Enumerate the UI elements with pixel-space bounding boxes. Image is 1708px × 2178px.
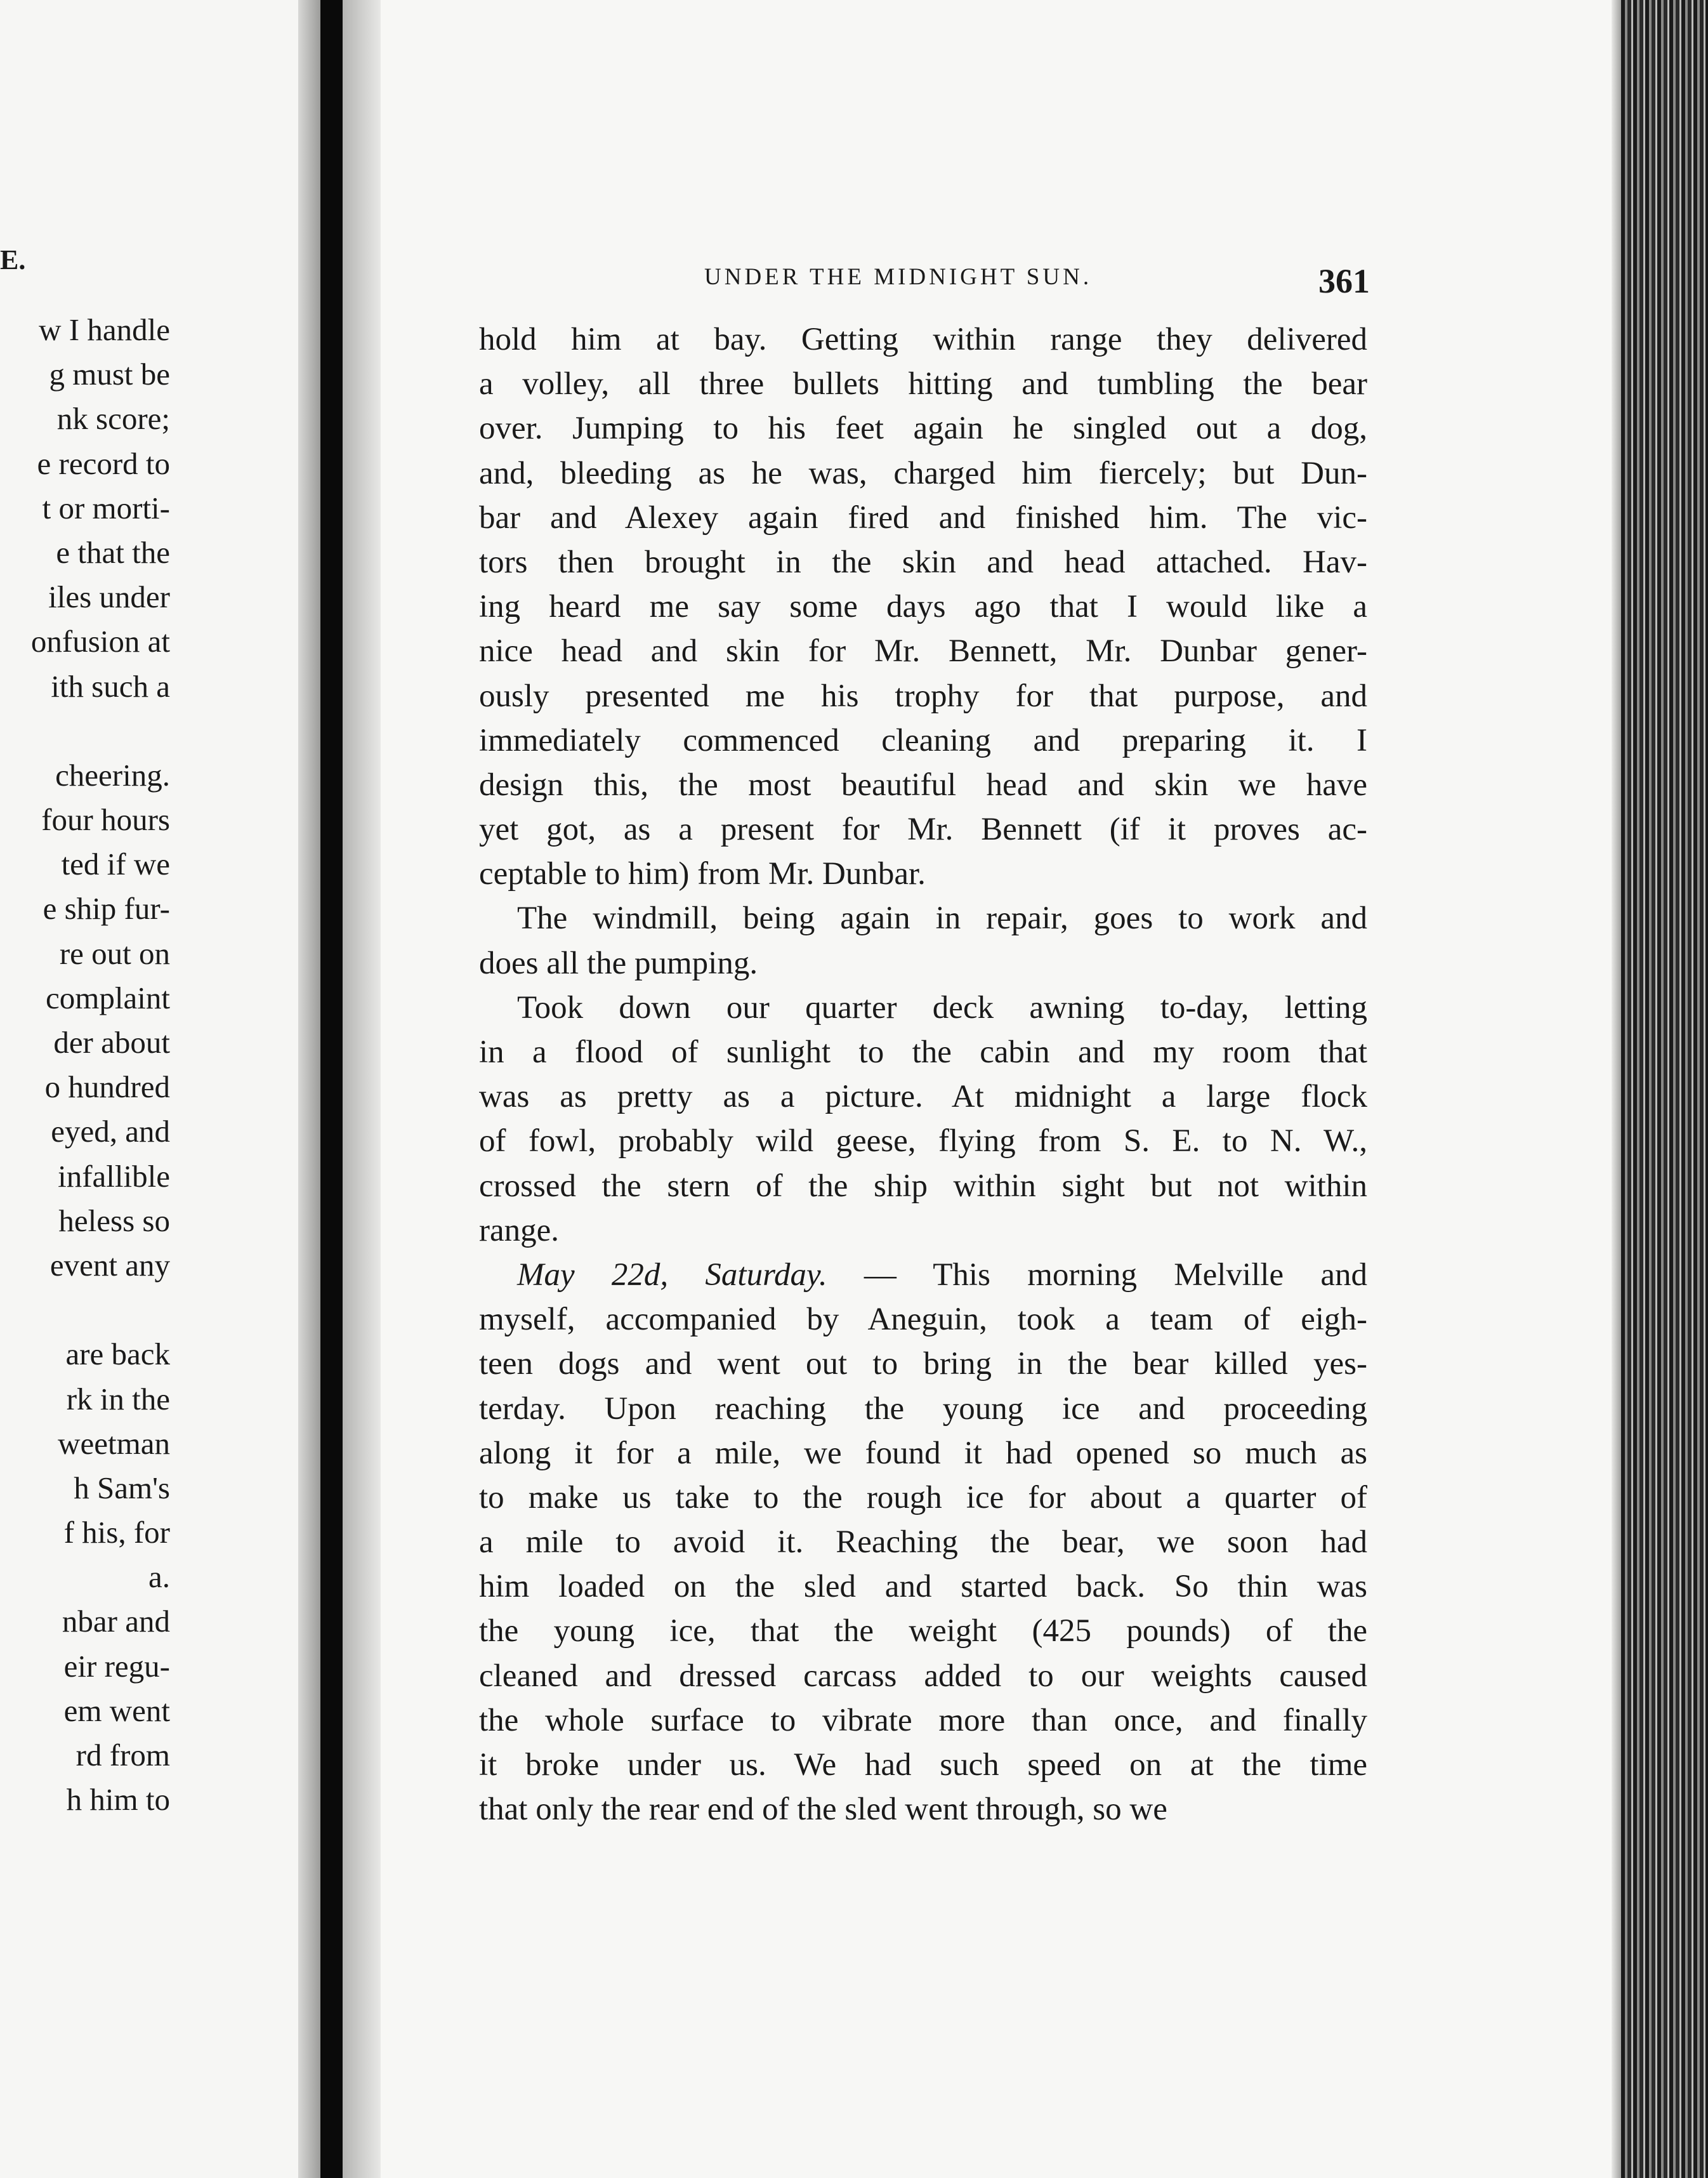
left-text-line: eir regu- <box>63 1648 170 1684</box>
text-line: along it for a mile, we found it had opened so much as <box>479 1435 1367 1471</box>
left-text-line: infallible <box>58 1158 170 1194</box>
paragraph-4 <box>479 1253 1367 1832</box>
text-line: cleaned and dressed carcass added to our weights caused <box>479 1658 1367 1694</box>
text-line: the young ice, that the weight (425 pounds) of the <box>479 1613 1367 1649</box>
left-text-line: e that the <box>56 534 170 570</box>
left-text-line <box>0 1288 170 1332</box>
left-page <box>0 0 317 2178</box>
text-line: design this, the most beautiful head and skin we have <box>479 767 1367 803</box>
left-text-line: heless so <box>58 1203 170 1238</box>
entry-date: May 22d, Saturday. <box>517 1257 827 1293</box>
text-line <box>479 1253 1367 1297</box>
left-text-line: onfusion at <box>30 624 170 659</box>
text-line: him loaded on the sled and started back. So thin was <box>479 1569 1367 1605</box>
left-text-line: ted if we <box>61 847 170 882</box>
text-line: crossed the stern of the ship within sight but not within <box>479 1168 1367 1204</box>
text-line: nice head and skin for Mr. Bennett, Mr. Dunbar gener- <box>479 633 1367 670</box>
text-line: the whole surface to vibrate more than once, and finally <box>479 1702 1367 1738</box>
text-line: a mile to avoid it. Reaching the bear, we soon had <box>479 1524 1367 1561</box>
left-text-line: rd from <box>76 1738 170 1772</box>
text-line: over. Jumping to his feet again he singled out a dog, <box>479 411 1367 447</box>
left-text-line: rk in the <box>66 1381 170 1416</box>
text-line: and, bleeding as he was, charged him fiercely; but Dun- <box>479 455 1367 491</box>
text-line: ously presented me his trophy for that purpose, and <box>479 678 1367 714</box>
left-text-line: f his, for <box>63 1515 170 1550</box>
left-text-line: h Sam's <box>74 1470 170 1505</box>
book-binding <box>320 0 346 2178</box>
left-text-line: weetman <box>58 1425 170 1461</box>
right-page-inner-shadow <box>343 0 381 2178</box>
left-text-line: nbar and <box>62 1604 170 1639</box>
text-line: yet got, as a present for Mr. Bennett (if it proves ac- <box>479 812 1367 848</box>
left-text-line: em went <box>63 1693 170 1728</box>
paragraph-3 <box>479 986 1367 1253</box>
left-text-line: w I handle <box>39 312 170 347</box>
running-head: UNDER THE MIDNIGHT SUN. <box>704 264 1093 290</box>
page-number: 361 <box>1318 262 1370 300</box>
left-text-line <box>0 709 170 753</box>
left-text-line: cheering. <box>55 757 170 793</box>
text-line: ing heard me say some days ago that I would like a <box>479 589 1367 625</box>
text-line: that only the rear end of the sled went through, so we <box>479 1792 1167 1828</box>
page-edges <box>1621 0 1708 2178</box>
left-text-line: re out on <box>59 935 170 971</box>
left-text-line: iles under <box>48 579 170 615</box>
left-text-line: g must be <box>49 357 170 392</box>
left-text-line: four hours <box>41 802 170 838</box>
left-text-line: are back <box>65 1336 170 1372</box>
text-line: bar and Alexey again fired and finished him. The vic- <box>479 499 1367 536</box>
text-line: myself, accompanied by Aneguin, took a team of eigh- <box>479 1302 1367 1338</box>
left-text-line: ith such a <box>51 668 170 704</box>
text-line: range. <box>479 1212 560 1248</box>
text-line: terday. Upon reaching the young ice and proceeding <box>479 1390 1367 1427</box>
text-line: to make us take to the rough ice for about a quarter of <box>479 1479 1367 1515</box>
left-text-line: e ship fur- <box>43 891 170 927</box>
text-line: of fowl, probably wild geese, flying from S. E. to N. W., <box>479 1123 1367 1159</box>
left-text-line: o hundred <box>44 1069 170 1105</box>
left-page-text <box>0 308 170 1822</box>
text-line: tors then brought in the skin and head attached. Hav- <box>479 544 1367 580</box>
text-line: immediately commenced cleaning and preparing it. I <box>479 722 1367 758</box>
body-text <box>479 317 1367 1832</box>
text-line: The windmill, being again in repair, goes to work and <box>517 901 1367 937</box>
left-text-line: der about <box>53 1025 170 1060</box>
paragraph-1 <box>479 317 1367 896</box>
left-text-line: a. <box>148 1559 170 1595</box>
text-line: was as pretty as a picture. At midnight a large flock <box>479 1079 1367 1115</box>
left-text-line: event any <box>49 1247 170 1283</box>
text-line: teen dogs and went out to bring in the bear killed yes- <box>479 1346 1367 1382</box>
text-line: does all the pumping. <box>479 945 758 981</box>
text-line: it broke under us. We had such speed on at the time <box>479 1747 1367 1783</box>
text-line: ceptable to him) from Mr. Dunbar. <box>479 856 926 892</box>
text-line: a volley, all three bullets hitting and tumbling the bear <box>479 366 1367 402</box>
left-running-head-fragment: E. <box>0 244 26 275</box>
entry-text: — This morning Melville and <box>827 1257 1367 1293</box>
text-line: Took down our quarter deck awning to-day, letting <box>517 989 1367 1026</box>
left-text-line: complaint <box>46 980 170 1015</box>
left-text-line: t or morti- <box>42 490 170 525</box>
left-text-line: nk score; <box>56 401 170 437</box>
text-line: hold him at bay. Getting within range they delivered <box>479 322 1367 357</box>
left-text-line: eyed, and <box>51 1114 170 1149</box>
left-text-line: h him to <box>66 1782 170 1818</box>
paragraph-4-rest <box>479 1297 1367 1832</box>
text-line: in a flood of sunlight to the cabin and my room that <box>479 1034 1367 1070</box>
paragraph-2 <box>479 896 1367 985</box>
left-text-line: e record to <box>37 446 170 481</box>
